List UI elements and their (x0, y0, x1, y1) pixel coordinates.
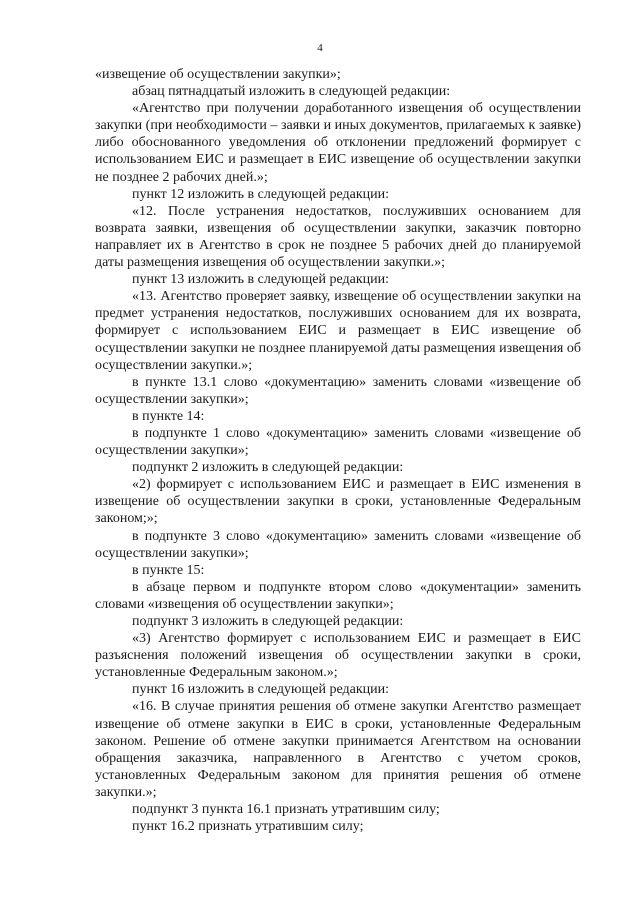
paragraph: «13. Агентство проверяет заявку, извещение об осуществлении закупки на предмет устранения недостатков, послуживших основанием для их возврата, формирует с использованием ЕИС и размещает в ЕИС извещение об осуществлении закупки не позднее планируемой даты размещения извещения об осуществлении закупки.»; (95, 289, 581, 373)
paragraph: «2) формирует с использованием ЕИС и размещает в ЕИС изменения в извещение об осуществлении закупки в сроки, установленные Федеральным законом;»; (95, 477, 581, 527)
document-body (95, 66, 581, 835)
paragraph: «извещение об осуществлении закупки»; (95, 67, 341, 82)
paragraph: подпункт 2 изложить в следующей редакции: (132, 460, 404, 476)
paragraph: пункт 12 изложить в следующей редакции: (132, 186, 389, 202)
page-number: 4 (317, 42, 323, 54)
paragraph: «Агентство при получении доработанного извещения об осуществлении закупки (при необходимости – заявки и иных документов, прилагаемых к заявке) либо обоснованного уведомления об отклонении предложений формирует с использованием ЕИС и размещает в ЕИС извещение об осуществлении закупки не позднее 2 рабочих дней.»; (95, 101, 581, 185)
paragraph: в абзаце первом и подпункте втором слово «документации» заменить словами «извещения об осуществлении закупки»; (95, 579, 581, 612)
paragraph: подпункт 3 пункта 16.1 признать утратившим силу; (132, 802, 440, 818)
paragraph: абзац пятнадцатый изложить в следующей редакции: (132, 84, 451, 100)
paragraph: в подпункте 1 слово «документацию» заменить словами «извещение об осуществлении закупки»; (95, 425, 581, 459)
paragraph: в пункте 14: (132, 408, 205, 424)
paragraph: «12. После устранения недостатков, послуживших основанием для возврата заявки, извещения об осуществлении закупки, заказчик повторно направляет их в Агентство в срок не позднее 5 рабочих дней до планируемой даты размещения извещения об осуществлении закупки.»; (95, 203, 581, 271)
paragraph: пункт 13 изложить в следующей редакции: (132, 272, 389, 288)
paragraph: в пункте 15: (132, 562, 205, 578)
paragraph: «3) Агентство формирует с использованием ЕИС и размещает в ЕИС разъяснения положений извещения об осуществлении закупки в сроки, установленные Федеральным законом.»; (95, 631, 581, 681)
paragraph: «16. В случае принятия решения об отмене закупки Агентство размещает извещение об отмене закупки в ЕИС в сроки, установленные Федеральным законом. Решение об отмене закупки принимается Агентством на основании обращения заказчика, направленного в Агентство с учетом сроков, установленных Федеральным законом для принятия решения об отмене закупки.»; (95, 699, 581, 800)
paragraph: в подпункте 3 слово «документацию» заменить словами «извещение об осуществлении закупки»; (95, 528, 581, 561)
paragraph: подпункт 3 изложить в следующей редакции: (132, 614, 404, 629)
paragraph: в пункте 13.1 слово «документацию» заменить словами «извещение об осуществлении закупки»; (95, 374, 581, 407)
paragraph: пункт 16.2 признать утратившим силу; (132, 819, 364, 835)
paragraph: пункт 16 изложить в следующей редакции: (132, 682, 389, 698)
